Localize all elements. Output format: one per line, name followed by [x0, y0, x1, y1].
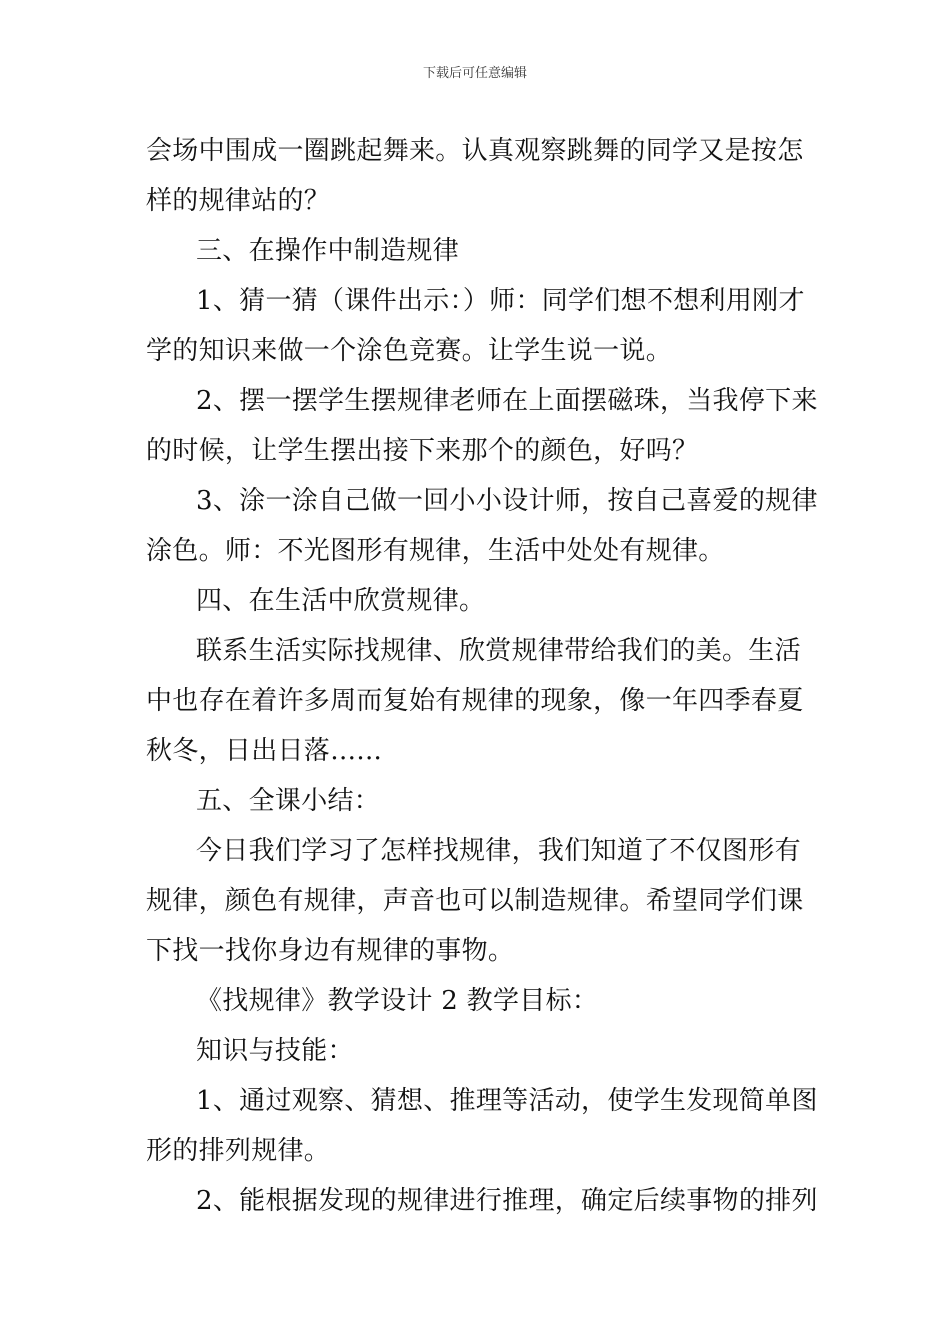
text-line: 1、猜一猜（课件出示：）师：同学们想不想利用刚才 — [196, 286, 805, 316]
section-heading: 《找规律》教学设计 2 教学目标： — [196, 986, 599, 1016]
text-line: 形的排列规律。 — [146, 1136, 331, 1166]
text-line: 规律，颜色有规律，声音也可以制造规律。希望同学们课 — [146, 886, 804, 916]
text-line: 2、能根据发现的规律进行推理，确定后续事物的排列 — [196, 1186, 818, 1216]
text-line: 样的规律站的？ — [146, 186, 331, 216]
text-line: 涂色。师：不光图形有规律，生活中处处有规律。 — [146, 536, 725, 566]
text-line: 会场中围成一圈跳起舞来。认真观察跳舞的同学又是按怎 — [146, 136, 804, 166]
text-line: 中也存在着许多周而复始有规律的现象，像一年四季春夏 — [146, 686, 804, 716]
text-line: 的时候，让学生摆出接下来那个的颜色，好吗？ — [146, 436, 699, 466]
text-line: 2、摆一摆学生摆规律老师在上面摆磁珠，当我停下来 — [196, 386, 818, 416]
text-line: 今日我们学习了怎样找规律，我们知道了不仅图形有 — [196, 836, 801, 866]
subsection-heading: 知识与技能： — [196, 1036, 354, 1066]
section-heading: 四、在生活中欣赏规律。 — [196, 586, 486, 616]
text-line: 联系生活实际找规律、欣赏规律带给我们的美。生活 — [196, 636, 801, 666]
text-line: 3、涂一涂自己做一回小小设计师，按自己喜爱的规律 — [196, 486, 818, 516]
text-line: 下找一找你身边有规律的事物。 — [146, 936, 515, 966]
section-heading: 五、全课小结： — [196, 786, 381, 816]
page-header: 下载后可任意编辑 — [422, 66, 527, 81]
text-line: 1、通过观察、猜想、推理等活动，使学生发现简单图 — [196, 1086, 818, 1116]
document-body — [146, 126, 818, 1226]
text-line: 秋冬，日出日落…... — [146, 736, 383, 766]
text-line: 学的知识来做一个涂色竞赛。让学生说一说。 — [146, 336, 673, 366]
section-heading: 三、在操作中制造规律 — [196, 236, 460, 266]
